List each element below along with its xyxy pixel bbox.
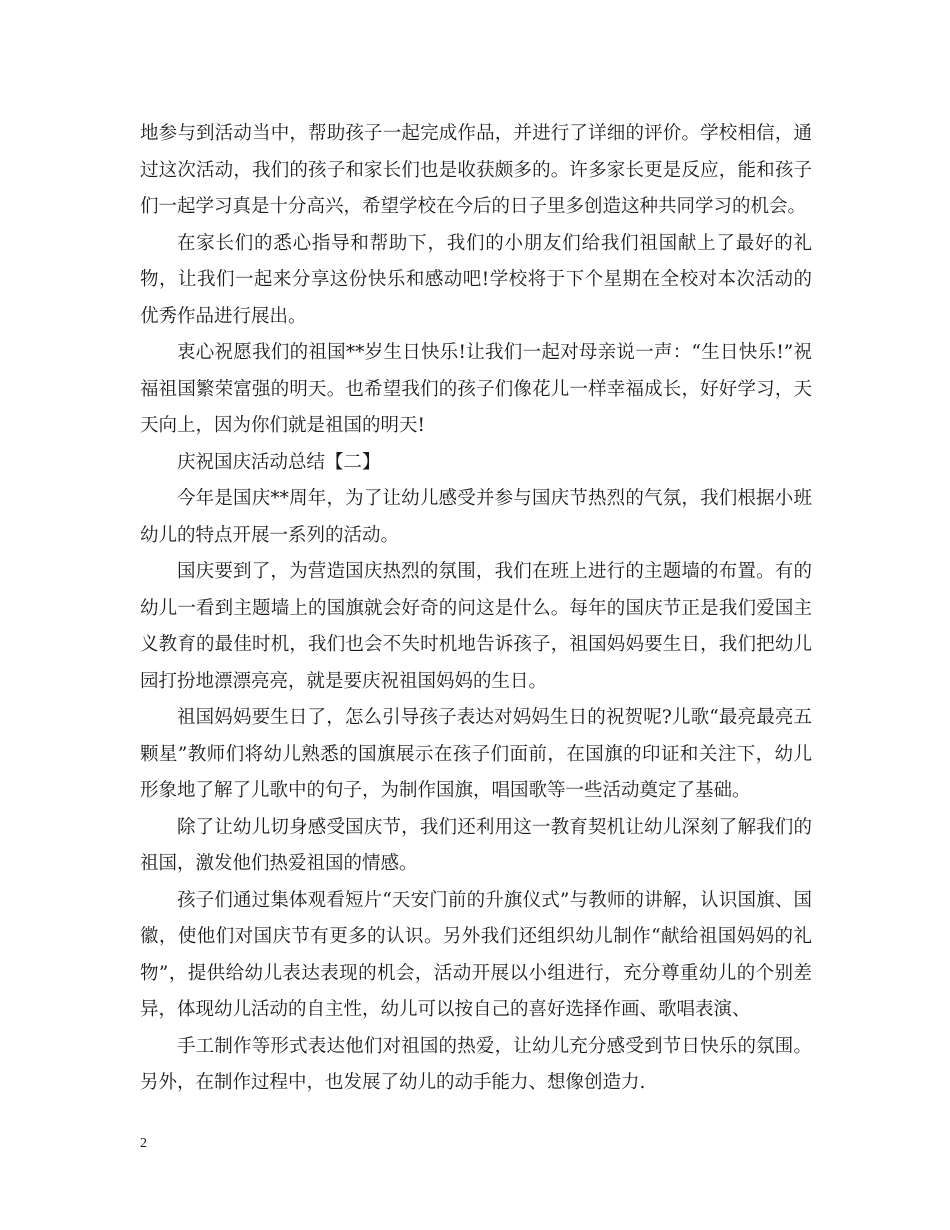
paragraph-5: 今年是国庆**周年，为了让幼儿感受并参与国庆节热烈的气氛，我们根据小班幼儿的特点开展一系列的活动。 <box>140 488 812 546</box>
paragraph-6: 国庆要到了，为营造国庆热烈的氛围，我们在班上进行的主题墙的布置。有的幼儿一看到主题墙上的国旗就会好奇的问这是什么。每年的国庆节正是我们爱国主义教育的最佳时机，我们也会不失时机地告诉孩子，祖国妈妈要生日，我们把幼儿园打扮地漂漂亮亮，就是要庆祝祖国妈妈的生日。 <box>140 561 812 692</box>
paragraph-2: 在家长们的悉心指导和帮助下，我们的小朋友们给我们祖国献上了最好的礼物，让我们一起来分享这份快乐和感动吧!学校将于下个星期在全校对本次活动的优秀作品进行展出。 <box>140 232 812 327</box>
paragraph-1: 地参与到活动当中，帮助孩子一起完成作品，并进行了详细的评价。学校相信，通过这次活动，我们的孩子和家长们也是收获颇多的。许多家长更是反应，能和孩子们一起学习真是十分高兴，希望学校在今后的日子里多创造这种共同学习的机会。 <box>140 123 812 217</box>
paragraph-8: 除了让幼儿切身感受国庆节，我们还利用这一教育契机让幼儿深刻了解我们的祖国，激发他们热爱祖国的情感。 <box>140 816 812 874</box>
document-body <box>140 116 812 1102</box>
paragraph-9: 孩子们通过集体观看短片“天安门前的升旗仪式”与教师的讲解，认识国旗、国徽，使他们对国庆节有更多的认识。另外我们还组织幼儿制作“献给祖国妈妈的礼物”，提供给幼儿表达表现的机会，活动开展以小组进行，充分尊重幼儿的个别差异，体现幼儿活动的自主性，幼儿可以按自己的喜好选择作画、歌唱表演、 <box>140 889 812 1020</box>
paragraph-3: 衷心祝愿我们的祖国**岁生日快乐!让我们一起对母亲说一声：“生日快乐!”祝福祖国繁荣富强的明天。也希望我们的孩子们像花儿一样幸福成长，好好学习，天天向上，因为你们就是祖国的明天! <box>140 342 812 436</box>
section-heading: 庆祝国庆活动总结【二】 <box>177 451 381 473</box>
paragraph-7: 祖国妈妈要生日了，怎么引导孩子表达对妈妈生日的祝贺呢?儿歌“最亮最亮五颗星”教师们将幼儿熟悉的国旗展示在孩子们面前，在国旗的印证和关注下，幼儿形象地了解了儿歌中的句子，为制作国旗，唱国歌等一些活动奠定了基础。 <box>140 707 812 801</box>
paragraph-10: 手工制作等形式表达他们对祖国的热爱，让幼儿充分感受到节日快乐的氛围。另外，在制作过程中，也发展了幼儿的动手能力、想像创造力. <box>140 1035 812 1093</box>
page-number: 2 <box>140 1136 147 1151</box>
